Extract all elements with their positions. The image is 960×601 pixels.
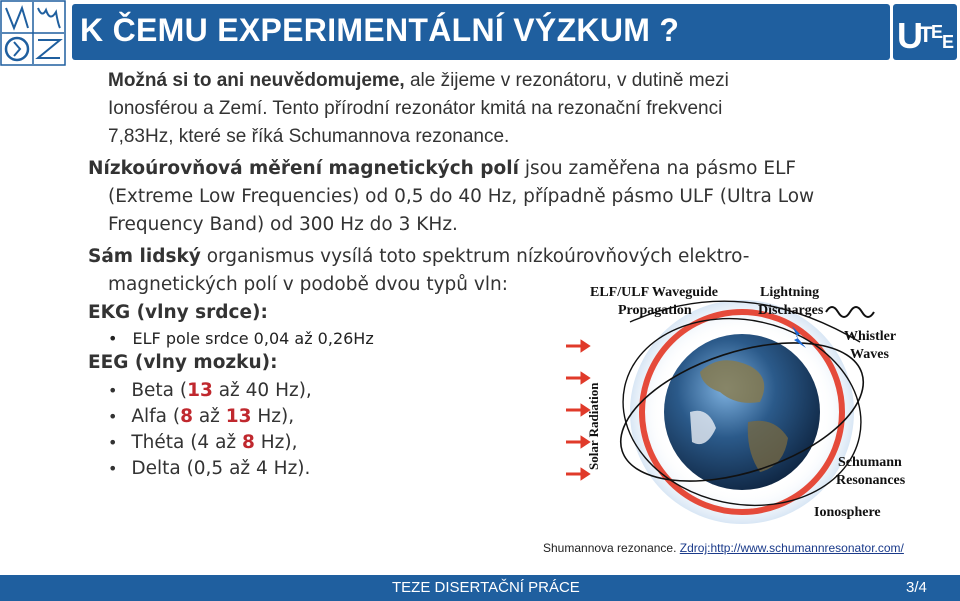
paragraph-3-bold: Sám lidský (88, 246, 201, 267)
paragraph-2-line-1 (88, 158, 796, 179)
label-schumann-1: Schumann (838, 455, 902, 470)
paragraph-1-line-1 (108, 70, 729, 92)
page-number: 3/4 (906, 579, 927, 596)
eeg-alfa (108, 406, 294, 427)
label-waveguide-2: Propagation (618, 303, 692, 318)
paragraph-1-line-3: 7,83Hz, které se říká Schumannova rezonance. (108, 126, 510, 147)
paragraph-1-line-2: Ionosférou a Zemí. Tento přírodní rezonátor kmitá na rezonační frekvenci (108, 98, 723, 119)
solar-radiation-arrows (566, 342, 588, 478)
earth-globe (664, 334, 820, 490)
eeg-alfa-n1: 8 (180, 406, 193, 427)
eeg-beta-b: až 40 Hz), (212, 380, 312, 401)
eeg-beta-n1: 13 (187, 380, 213, 401)
figure-caption (543, 541, 904, 555)
title-bar (72, 4, 890, 60)
eeg-theta (108, 432, 298, 453)
paragraph-1-bold: Možná si to ani neuvědomujeme, (108, 70, 405, 91)
label-whistler-1: Whistler (844, 329, 897, 344)
paragraph-1-text: ale žijeme v rezonátoru, v dutině mezi (404, 70, 729, 91)
bullet-dot-icon: • (108, 459, 118, 478)
caption-source-link-label[interactable]: Zdroj: (679, 541, 711, 555)
footer-title: TEZE DISERTAČNÍ PRÁCE (392, 579, 580, 596)
eeg-delta-a: Delta (0,5 až 4 Hz). (131, 458, 311, 479)
label-schumann-2: Resonances (836, 473, 906, 488)
eeg-heading: EEG (vlny mozku): (88, 352, 278, 373)
caption-source-link[interactable]: http://www.schumannresonator.com/ (710, 541, 904, 555)
schumann-resonance-illustration (560, 282, 912, 536)
paragraph-2-line-3: Frequency Band) od 300 Hz do 3 KHz. (108, 214, 458, 235)
svg-text:T: T (919, 22, 933, 47)
label-ionosphere: Ionosphere (814, 505, 881, 520)
eeg-beta-a: Beta ( (131, 380, 188, 401)
svg-text:U: U (897, 15, 923, 56)
eeg-theta-n1: 8 (242, 432, 255, 453)
label-whistler-2: Waves (850, 347, 889, 362)
ekg-heading: EKG (vlny srdce): (88, 302, 268, 323)
eeg-theta-a: Théta (4 až (131, 432, 243, 453)
ekg-item-text: ELF pole srdce 0,04 až 0,26Hz (132, 329, 374, 348)
paragraph-2-text: jsou zaměřena na pásmo ELF (518, 158, 797, 179)
bullet-dot-icon: • (108, 433, 118, 452)
label-waveguide-1: ELF/ULF Waveguide (590, 285, 718, 300)
ekg-bullet-1 (108, 329, 374, 348)
eeg-alfa-n2: 13 (225, 406, 252, 427)
paragraph-2-line-2: (Extreme Low Frequencies) od 0,5 do 40 Hz, případně pásmo ULF (Ultra Low (108, 186, 815, 207)
bullet-dot-icon: • (108, 407, 118, 426)
caption-prefix: Shumannova rezonance. (543, 541, 680, 555)
paragraph-3-line-2: magnetických polí v podobě dvou typů vln: (108, 274, 508, 295)
paragraph-3-text: organismus vysílá toto spektrum nízkoúrovňových elektro- (200, 246, 750, 267)
paragraph-2-bold: Nízkoúrovňová měření magnetických polí (88, 158, 519, 179)
svg-text:E: E (931, 22, 944, 42)
eeg-alfa-a: Alfa ( (131, 406, 181, 427)
page-title: K ČEMU EXPERIMENTÁLNÍ VÝZKUM ? (80, 12, 680, 48)
eeg-alfa-b: až (192, 406, 226, 427)
eeg-alfa-c: Hz), (251, 406, 295, 427)
svg-text:E: E (942, 32, 955, 52)
label-lightning-2: Discharges (758, 303, 824, 318)
eeg-delta (108, 458, 310, 479)
eeg-theta-b: Hz), (254, 432, 298, 453)
label-solar-radiation: Solar Radiation (586, 382, 601, 470)
bullet-dot-icon: • (108, 381, 118, 400)
paragraph-3-line-1 (88, 246, 749, 267)
university-logo (0, 0, 66, 66)
label-lightning-1: Lightning (760, 285, 820, 300)
utee-logo (893, 4, 957, 60)
bullet-dot-icon: • (108, 329, 118, 348)
eeg-beta (108, 380, 312, 401)
